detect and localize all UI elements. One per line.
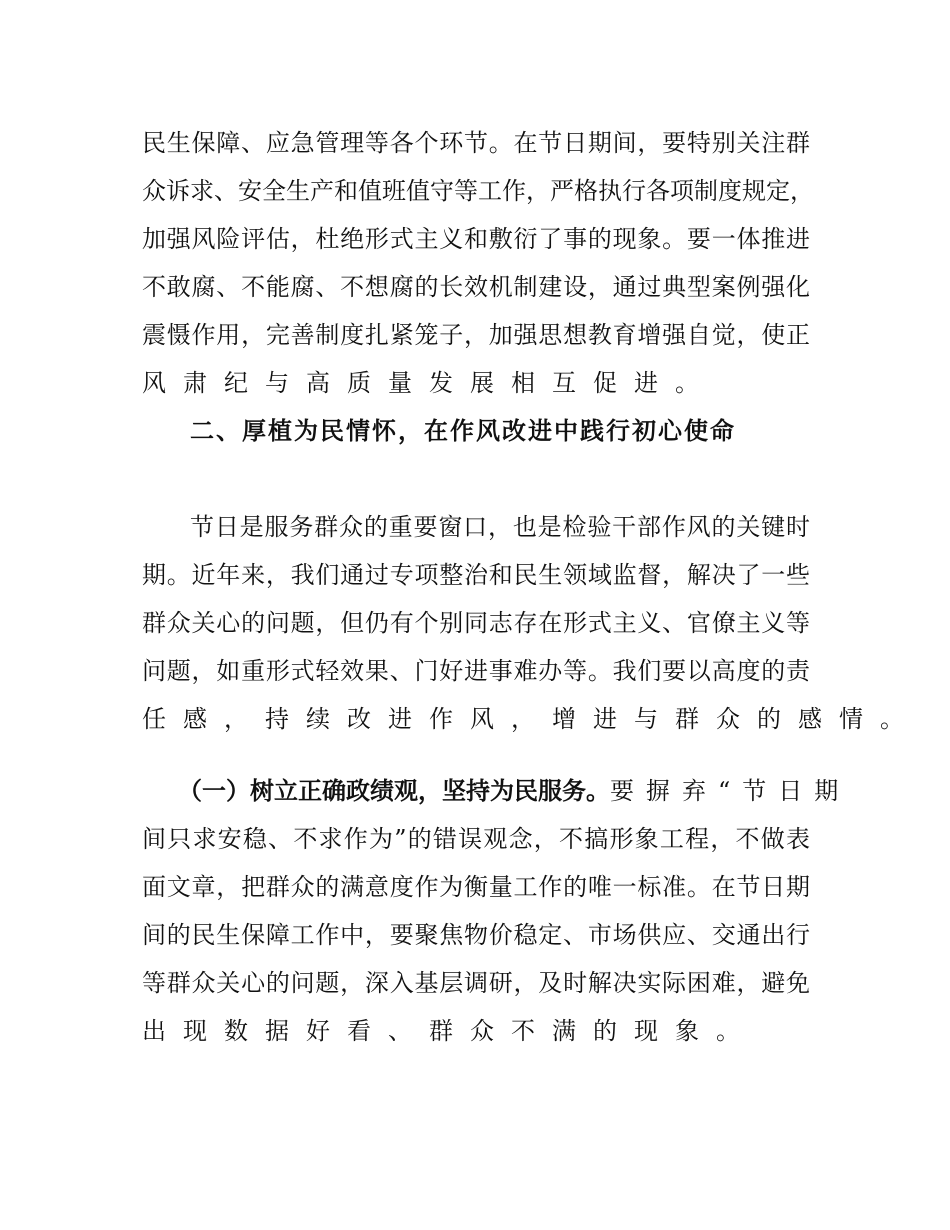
- text-line: 出现数据好看、群众不满的现象。: [142, 1017, 757, 1045]
- text-line: 等群众关心的问题，深入基层调研，及时解决实际困难，避免: [142, 969, 810, 997]
- text-line: 风肃纪与高质量发展相互促进。: [142, 369, 716, 397]
- text-line: 震慑作用，完善制度扎紧笼子，加强思想教育增强自觉，使正: [142, 321, 810, 349]
- text-line: 民生保障、应急管理等各个环节。在节日期间，要特别关注群: [142, 129, 810, 157]
- text-line: 期。近年来，我们通过专项整治和民生领域监督，解决了一些: [142, 561, 810, 589]
- text-line: 问题，如重形式轻效果、门好进事难办等。我们要以高度的责: [142, 657, 810, 685]
- text-line: 不敢腐、不能腐、不想腐的长效机制建设，通过典型案例强化: [142, 273, 810, 301]
- text-line: 众诉求、安全生产和值班值守等工作，严格执行各项制度规定，: [142, 177, 814, 205]
- text-line: 群众关心的问题，但仍有个别同志存在形式主义、官僚主义等: [142, 609, 810, 637]
- text-line: 任感，持续改进作风，增进与群众的感情。: [142, 705, 921, 733]
- text-span: 要摒弃“节日期: [610, 777, 851, 805]
- subsection-heading: （一）树立正确政绩观，坚持为民服务。: [178, 777, 610, 805]
- section-heading: 二、厚植为民情怀，在作风改进中践行初心使命: [190, 417, 736, 445]
- text-line: 间只求安稳、不求作为”的错误观念，不搞形象工程，不做表: [142, 825, 810, 853]
- text-line: [178, 771, 851, 811]
- text-line: 面文章，把群众的满意度作为衡量工作的唯一标准。在节日期: [142, 873, 810, 901]
- text-line: 节日是服务群众的重要窗口，也是检验干部作风的关键时: [190, 513, 810, 541]
- text-line: 加强风险评估，杜绝形式主义和敷衍了事的现象。要一体推进: [142, 225, 810, 253]
- text-line: 间的民生保障工作中，要聚焦物价稳定、市场供应、交通出行: [142, 921, 810, 949]
